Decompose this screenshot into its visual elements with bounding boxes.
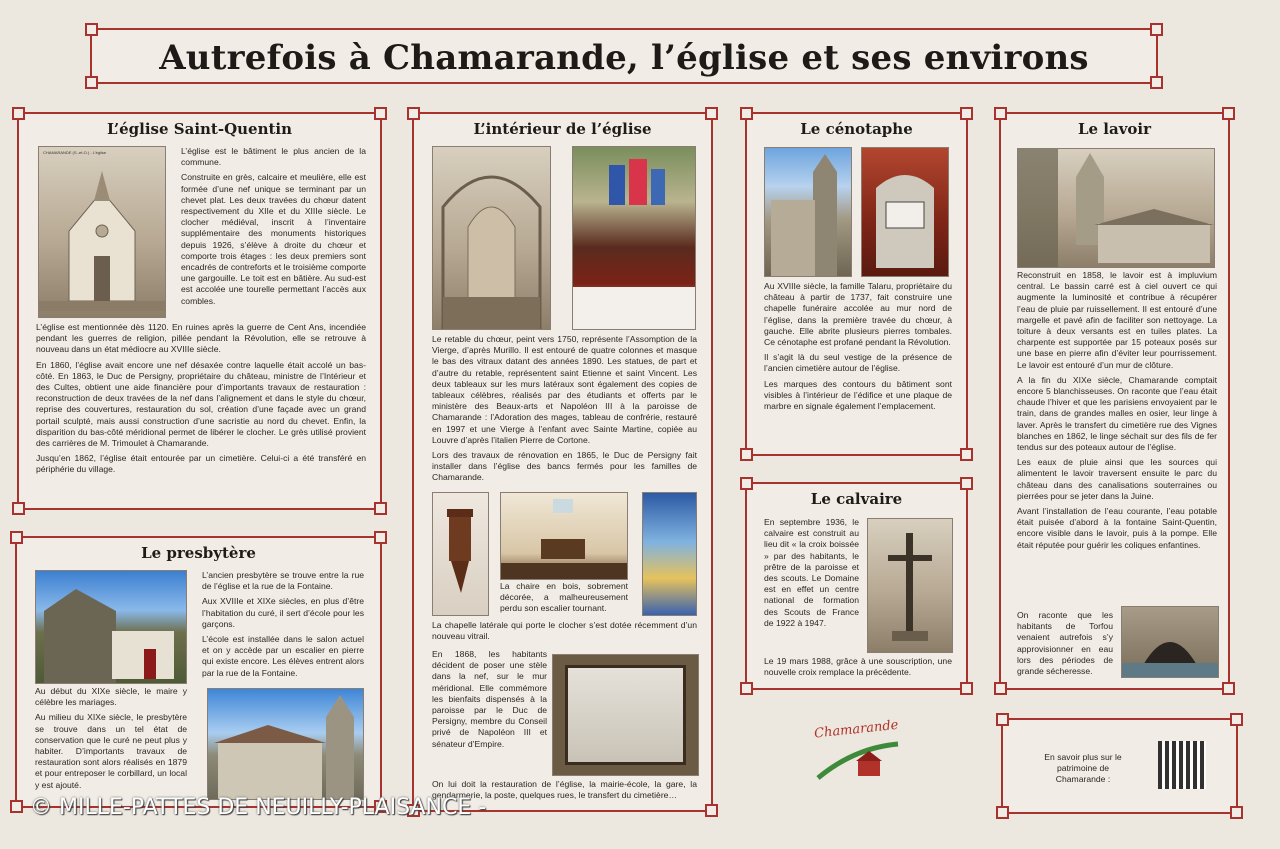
photo-cenotaphe-exterior xyxy=(764,147,852,277)
section-heading: L’intérieur de l’église xyxy=(473,120,652,138)
photo-retable xyxy=(572,146,696,330)
lavoir-torfou-text: On raconte que les habitants de Torfou venaient autrefois s’y approvisionner en eau lors des périodes de grande sécheresse. xyxy=(1017,610,1113,677)
calvaire-text: En septembre 1936, le calvaire est construit au lieu dit « la croix boissée » par des habitants, le prêtre de la paroisse et des scouts. Le Domaine est en effet un centre national de formation des Scouts de France de 1922 à 1947. xyxy=(764,517,859,628)
presbytere-side-text: L’ancien presbytère se trouve entre la rue de l’église et la rue de la Fontaine. Aux XVIIIe et XIXe siècles, en plus d’être l’habitation du curé, il sert d’école pour les garçons. L’école est installée dans le salon actuel et on y accède par un escalier en pierre qui existe encore. Les élèves entrent alors par la rue de la Fontaine. xyxy=(202,570,364,678)
section-presbytere xyxy=(15,536,382,808)
interieur-text-4: On lui doit la restauration de l’église, la mairie-école, la gare, la gendarmerie, la poste, quelques rues, le transfert du cimetière… xyxy=(432,779,697,801)
logo-text: Chamarande xyxy=(813,717,900,742)
photo-credit: © MILLE-PATTES DE NEUILLY-PLAISANCE - xyxy=(30,795,487,820)
calvaire-foot: Le 19 mars 1988, grâce à une souscription, une nouvelle croix remplace la précédente. xyxy=(764,656,952,678)
photo-eglise-postcard: CHAMARANDE (S.-et-O.) - L’église xyxy=(38,146,166,318)
title-frame xyxy=(90,28,1158,84)
cenotaphe-text: Au XVIIIe siècle, la famille Talaru, propriétaire du château à partir de 1737, fait construire une chapelle funéraire accolée au mur nord de l’église, dans la première travée du chœur, à gauche. Elle abrite plusieurs pierres tombales. Ce cénotaphe est profané pendant la Révolution. Il s’agit là du seul vestige de la présence de l’ancien cimetière autour de l’église. Les marques des contours du bâtiment sont visibles à l’intérieur de l’édifice et une plaque de marbre en signale également l’emplacement. xyxy=(764,281,952,412)
photo-stele xyxy=(552,654,699,776)
section-interieur xyxy=(412,112,713,812)
photo-presbytere xyxy=(35,570,187,684)
section-heading: L’église Saint-Quentin xyxy=(106,120,293,138)
section-heading: Le presbytère xyxy=(141,544,256,562)
section-heading: Le lavoir xyxy=(1077,120,1152,138)
photo-chaire xyxy=(432,492,489,616)
section-calvaire xyxy=(745,482,968,690)
section-eglise xyxy=(17,112,382,510)
photo-lavoir xyxy=(1017,148,1215,268)
interieur-text-3: La chapelle latérale qui porte le clocher s’est dotée récemment d’un nouveau vitrail. xyxy=(432,620,697,642)
photo-nef-postcard xyxy=(432,146,551,330)
photo-fontaine xyxy=(1121,606,1219,678)
photo-chapelle xyxy=(500,492,628,580)
photo-calvaire xyxy=(867,518,953,653)
stele-text: En 1868, les habitants décident de poser une stèle dans la nef, sur le mur méridional. Elle commémore les bienfaits dispensés à la paroisse par le Duc de Persigny, membre du Conseil privé de Napoléon III et sénateur d’Empire. xyxy=(432,649,547,749)
eglise-body-text: L’église est mentionnée dès 1120. En ruines après la guerre de Cent Ans, incendiée pendant les guerres de religion, pillée pendant la Révolution, elle se retrouve à nouveau dans un état médiocre au XVIIIe siècle. En 1860, l’église avait encore une nef désaxée contre laquelle était accolé un bas-côté. En 1863, le Duc de Persigny, propriétaire du château, ministre de l’Intérieur et des Cultes, obtient une aide financière pour d’importants travaux de restauration : reconstruction de deux travées de la nef dans l’alignement et dans le style du chœur, reprise des couvertures, restauration du sol, création d’une façade avec un grand portail sculpté, mais aussi construction d’une sacristie au nord du chevet. Enfin, la disparition du bas-côté méridional permet de libérer le clocher. Le grès utilisé provient des carrières de M. Trimoulet à Chamarande. Jusqu’en 1862, l’église était entourée par un cimetière. Celui-ci a été transféré en périphérie du village. xyxy=(36,322,366,475)
photo-cenotaphe-interior xyxy=(861,147,949,277)
chaire-caption: La chaire en bois, sobrement décorée, a malheureusement perdu son escalier tournant. xyxy=(500,581,628,614)
photo-presbytere-street xyxy=(207,688,364,800)
info-text: En savoir plus sur le patrimoine de Chamarande : xyxy=(1044,752,1122,785)
page-title: Autrefois à Chamarande, l’église et ses environs xyxy=(159,38,1089,78)
section-lavoir xyxy=(999,112,1230,690)
interieur-text-1: Le retable du chœur, peint vers 1750, représente l’Assomption de la Vierge, d’après Murillo. Il est entouré de quatre colonnes et masque le bas des vitraux datant des années 1890. Les statues, de part et d’autre du retable, représentent saint Etienne et saint Vincent. Les deux tableaux sur les murs latéraux sont également des copies de tableaux célèbres, réalisés par des étudiants et offerts par le ministère des Beaux-arts et Napoléon III à la paroisse de Chamarande : l’Adoration des mages, tableau de confrérie, restauré en 1997 et une Vierge à l’enfant avec Sainte Martine, copiée au Louvre d’après l’italien Pierre de Cortone. Lors des travaux de rénovation en 1865, le Duc de Persigny fait installer dans l’église des bancs fermés pour les familles de Chamarande. xyxy=(432,334,697,483)
section-heading: Le cénotaphe xyxy=(800,120,913,138)
presbytere-lower-text: Au début du XIXe siècle, le maire y célèbre les mariages. Au milieu du XIXe siècle, le presbytère se trouve dans un tel état de conservation que le curé ne peut plus y habiter. D’importants travaux de restauration sont alors réalisés en 1879 et pour entreposer le corbillard, un local y est ajouté. xyxy=(35,686,187,790)
section-cenotaphe xyxy=(745,112,968,456)
photo-vitrail xyxy=(642,492,697,616)
chamarande-logo-icon xyxy=(813,717,902,784)
lavoir-text: Reconstruit en 1858, le lavoir est à impluvium central. Le bassin carré est à ciel ouvert ce qui augmente la luminosité et contribue à récupérer l’eau de pluie par ruissellement. Il est entouré d’une margelle et pavé afin de faciliter son nettoyage. La toiture à deux versants est en tuiles plates. La charpente est supportée par 15 poteaux posés sur une base en pierre afin d’éviter leur pourrissement. Le lavoir est entouré d’un mur de clôture. A la fin du XIXe siècle, Chamarande comptait encore 5 blanchisseuses. On raconte que l’eau était chaude l’hiver et que les parisiens envoyaient par le train, dans de grandes malles en osier, leur linge à laver. Après le transfert du cimetière rue des Vignes blanches en 1862, le linge séchait sur des fils de fer tendus sur des poteaux autour de l’église. Les eaux de pluie ainsi que les sources qui alimentent le lavoir traversent ensuite le parc du château dans des canalisations souterraines ou pierrées pour se jeter dans la Juine. Avant l’installation de l’eau courante, l’eau potable était puisée d’abord à la fontaine Saint-Quentin, encore visible dans le lavoir, puis à la pompe. Elle était réputée pour guérir les coliques enfantines. xyxy=(1017,270,1217,550)
eglise-side-text: L’église est le bâtiment le plus ancien de la commune. Construite en grès, calcaire et meulière, elle est formée d’une nef unique se terminant par un chevet plat. Les deux travées du chœur datent respectivement du XIIe et du XIIIe siècle. Le clocher médiéval, inscrit à l’inventaire supplémentaire des monuments historiques depuis 1926, s’élève à droite du chœur et comporte trois étages : les deux premiers sont encadrés de contreforts et le troisième comporte une gargouille. Le toit est en bâtière. Au sud-est est accolée une tourelle permettant l’accès aux combles. xyxy=(181,146,366,306)
section-heading: Le calvaire xyxy=(810,490,903,508)
qr-code-icon[interactable] xyxy=(1158,741,1206,789)
